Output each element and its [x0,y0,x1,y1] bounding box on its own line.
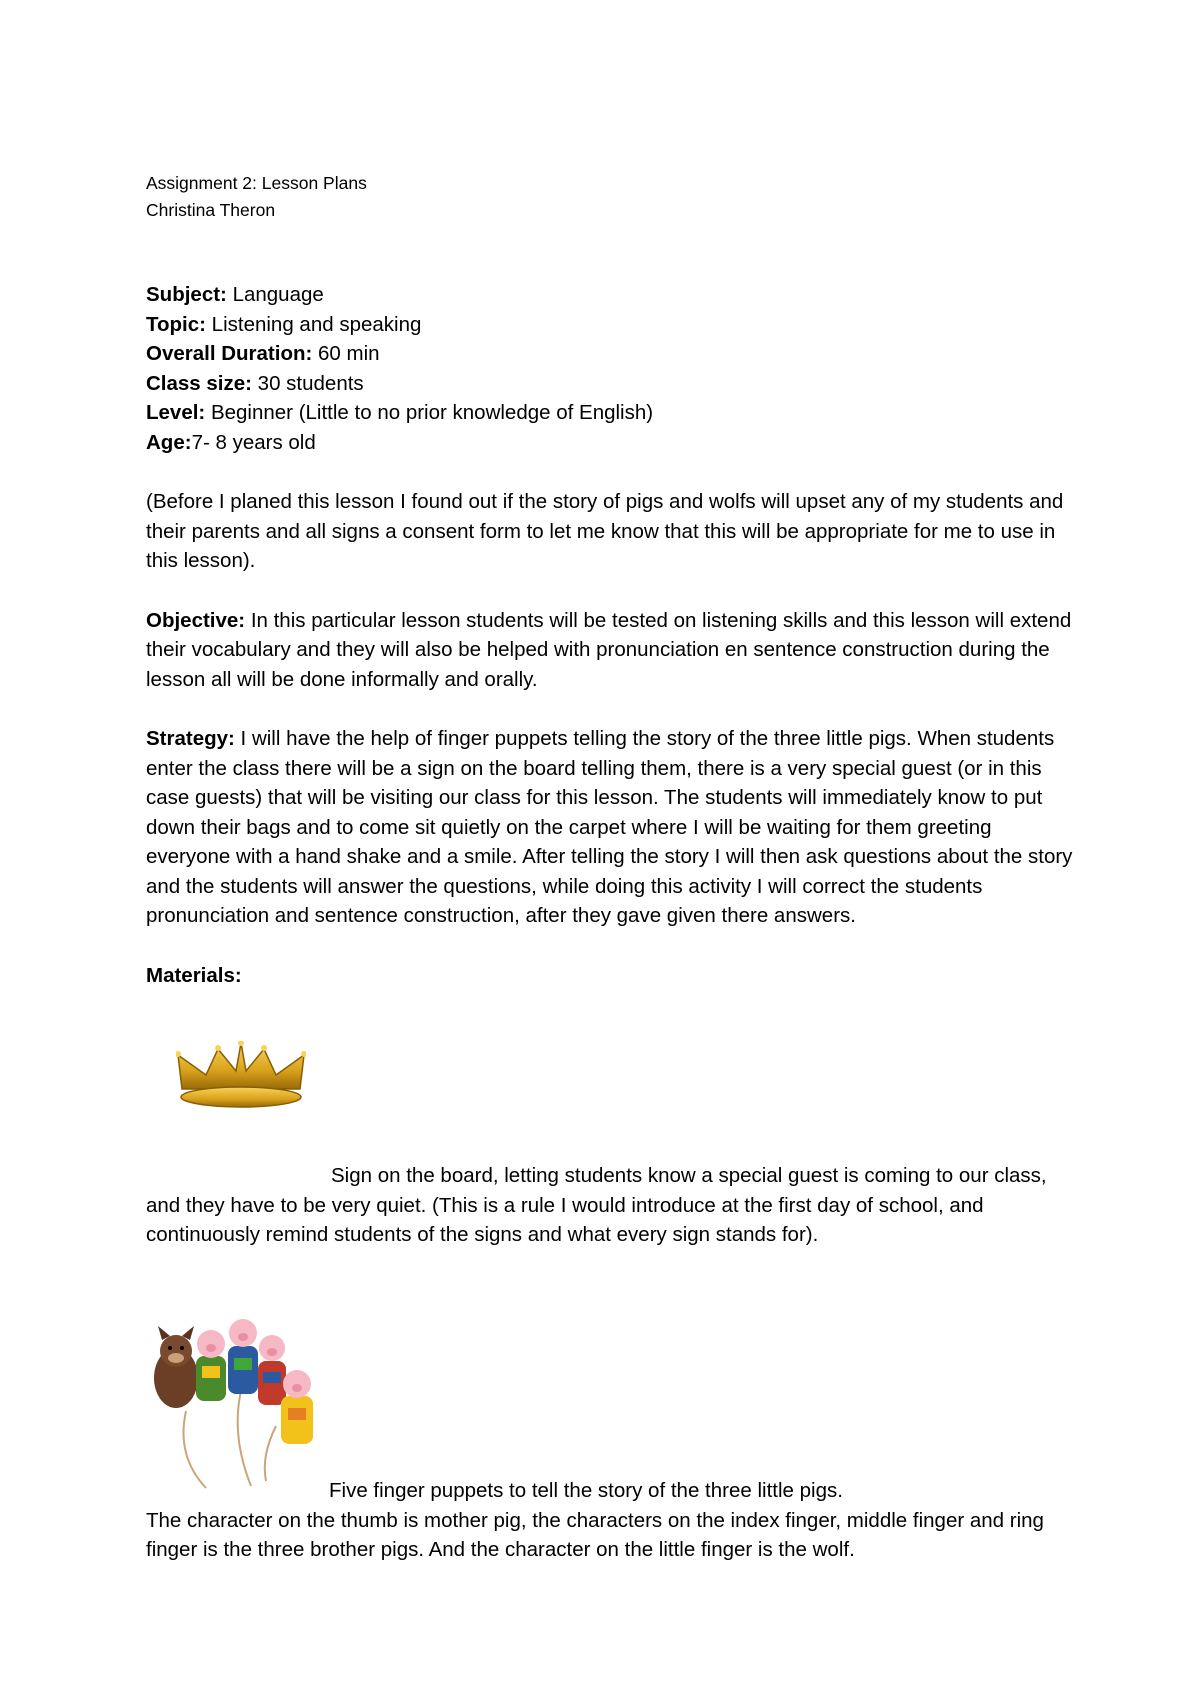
class-size-value: 30 students [251,371,364,395]
puppets-figure [146,1316,1076,1476]
crown-icon [176,1041,306,1111]
strategy-text: I will have the help of finger puppets telling the story of the three little pigs. When students enter the class there will be a sign on the board telling them, there is a very special guest (or in this case guests) that will be visiting our class for this lesson. The students will immediately know to put down their bags and to come sit quietly on the carpet where I will be waiting for them greeting everyone with a hand shake and a smile. After telling the story I will then ask questions about the story and the students will answer the questions, while doing this activity I will correct the students pronunciation and sentence construction, after they gave given there answers. [146,726,1073,928]
meta-subject [146,280,1076,310]
author-name: Christina Theron [146,200,276,220]
duration-value: 60 min [312,342,380,366]
level-value: Beginner (Little to no prior knowledge of English) [205,401,654,425]
document-content [146,170,1076,1565]
objective-label: Objective: [146,608,246,632]
meta-level [146,398,1076,428]
meta-topic [146,310,1076,340]
meta-age [146,428,1076,458]
meta-class-size [146,369,1076,399]
puppets-description: The character on the thumb is mother pig, the characters on the index finger, middle finger and ring finger is the three brother pigs. And the character on the little finger is the wolf. [146,1508,1044,1562]
level-label: Level: [146,401,206,425]
age-label: Age: [146,430,192,454]
crown-figure [146,1041,1076,1161]
strategy-paragraph [146,724,1076,931]
objective-text: In this particular lesson students will be tested on listening skills and this lesson will extend their vocabulary and they will also be helped with pronunciation en sentence construction during the lesson all will be done informally and orally. [146,608,1072,691]
class-size-label: Class size: [146,371,252,395]
duration-label: Overall Duration: [146,342,313,366]
subject-label: Subject: [146,283,227,306]
materials-heading: Materials: [146,963,242,987]
topic-label: Topic: [146,312,206,336]
consent-note: (Before I planed this lesson I found out if the story of pigs and wolfs will upset any of my students and their parents and all signs a consent form to let me know that this will be appropriate for me to use in this lesson). [146,490,1064,573]
crown-caption: Sign on the board, letting students know a special guest is coming to our class, and they have to be very quiet. (This is a rule I would introduce at the first day of school, and continuously remind students of the signs and what every sign stands for). [146,1164,1047,1247]
puppets-caption: Five finger puppets to tell the story of the three little pigs. [329,1479,843,1503]
lesson-meta [146,280,1076,458]
subject-value: Language [226,283,324,306]
assignment-title: Assignment 2: Lesson Plans [146,173,367,193]
finger-puppets-icon [146,1316,336,1491]
objective-paragraph [146,606,1076,695]
topic-value: Listening and speaking [205,312,422,336]
meta-duration [146,339,1076,369]
age-value: 7- 8 years old [191,430,316,454]
strategy-label: Strategy: [146,726,235,750]
